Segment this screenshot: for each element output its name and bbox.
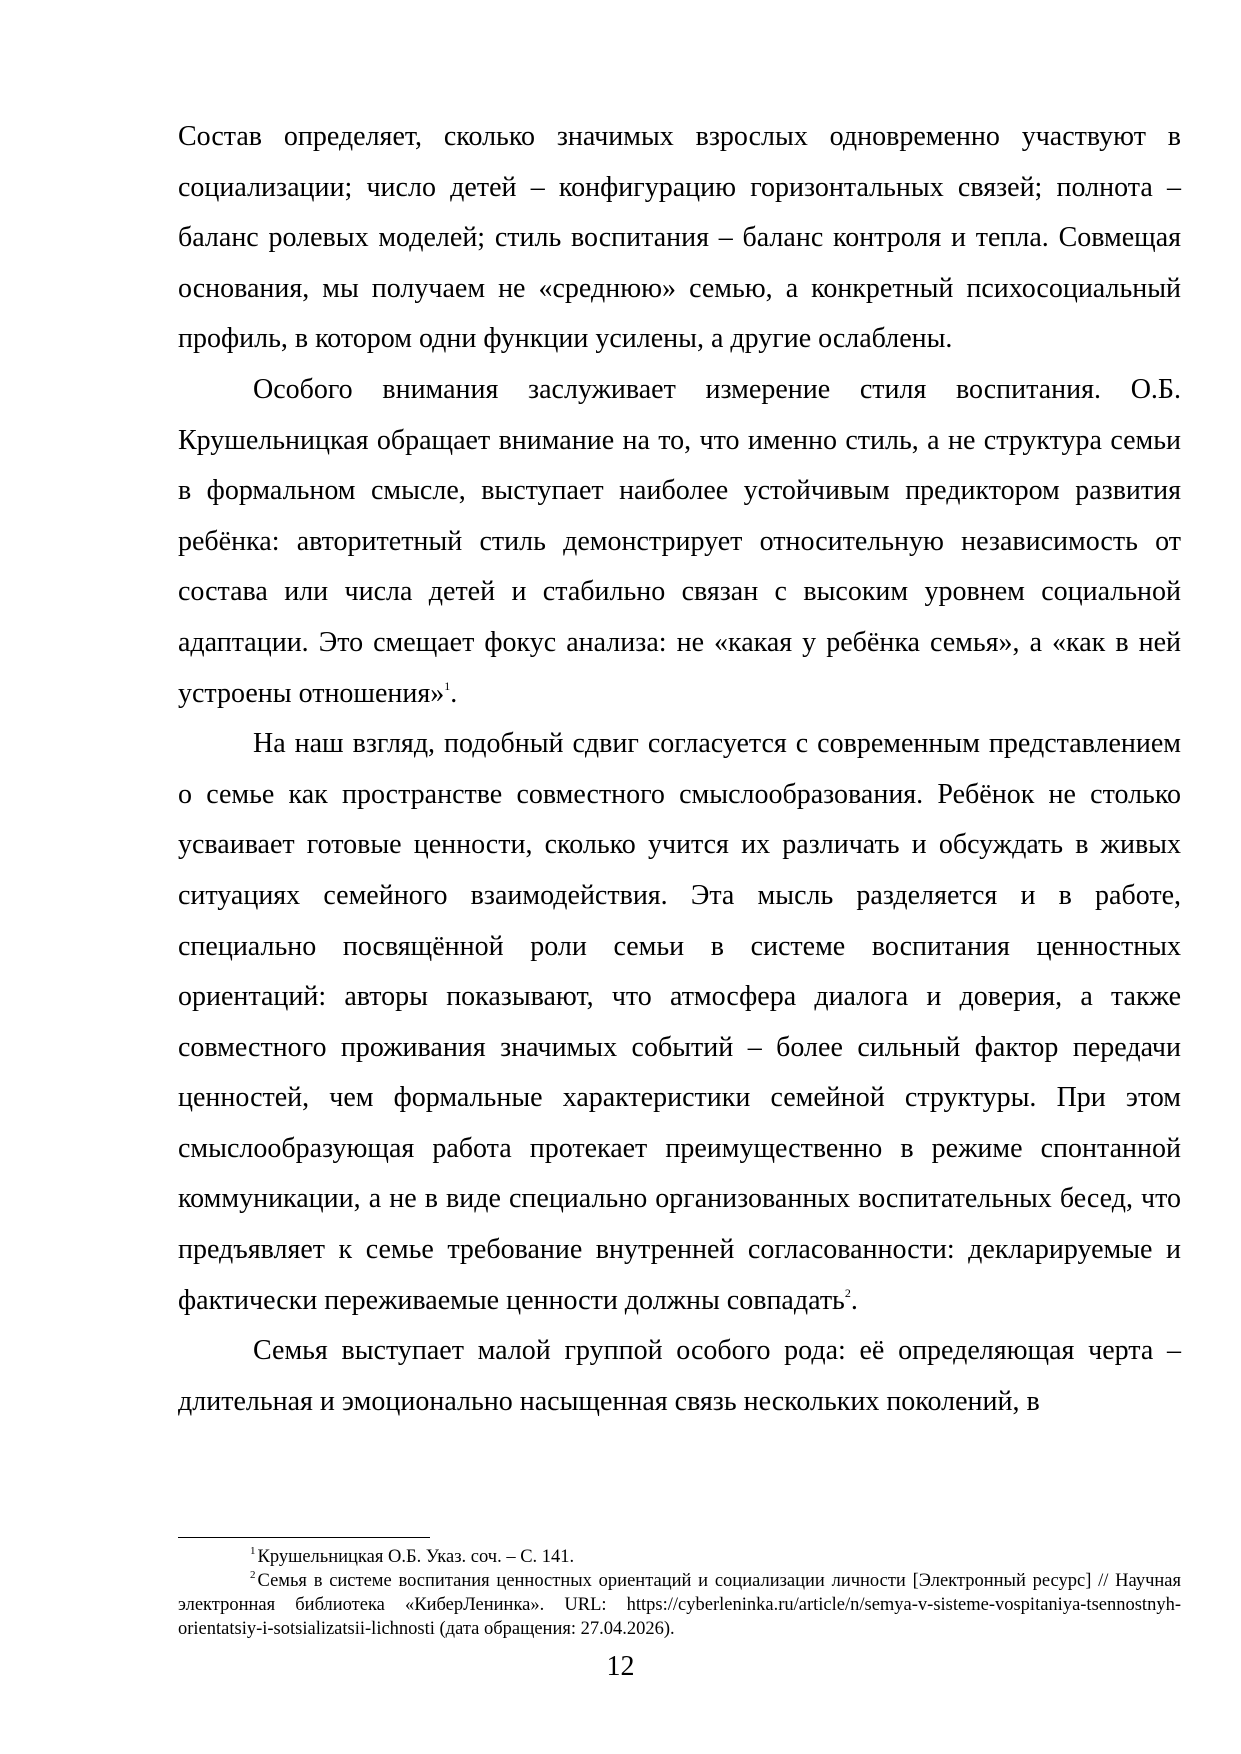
paragraph — [178, 1326, 1181, 1427]
footnote-text: Крушельницкая О.Б. Указ. соч. – С. 141. — [257, 1547, 575, 1567]
footnotes — [178, 1545, 1181, 1641]
paragraph-text: На наш взгляд, подобный сдвиг согласуется с современным представлением о семье как пространстве совместного смыслообразования. Ребёнок не столько усваивает готовые ценности, сколько учится их различать и обсуждать в живых ситуациях семейного взаимодействия. Эта мысль разделяется и в работе, специально посвящённой роли семьи в системе воспитания ценностных ориентаций: авторы показывают, что атмосфера диалога и доверия, а также совместного проживания значимых событий – более сильный фактор передачи ценностей, чем формальные характеристики семейной структуры. При этом смыслообразующая работа протекает преимущественно в режиме спонтанной коммуникации, а не в виде специально организованных воспитательных бесед, что предъявляет к семье требование внутренней согласованности: декларируемые и фактически переживаемые ценности должны совпадать — [178, 728, 1181, 1316]
footnote — [178, 1545, 1181, 1569]
footnote-reference[interactable]: 2 — [844, 1285, 851, 1300]
footnote-number: 1 — [250, 1545, 256, 1557]
page-body — [178, 112, 1181, 1427]
page-number: 12 — [606, 1651, 635, 1682]
paragraph-text: Особого внимания заслуживает измерение стиля воспитания. О.Б. Крушельницкая обращает внимание на то, что именно стиль, а не структура семьи в формальном смысле, выступает наиболее устойчивым предиктором развития ребёнка: авторитетный стиль демонстрирует относительную независимость от состава или числа детей и стабильно связан с высоким уровнем социальной адаптации. Это смещает фокус анализа: не «какая у ребёнка семья», а «как в ней устроены отношения» — [178, 373, 1181, 709]
paragraph-tail: . — [450, 677, 458, 709]
paragraph-tail: . — [850, 1284, 858, 1316]
footnote-reference[interactable]: 1 — [444, 678, 451, 693]
footnote — [178, 1569, 1181, 1641]
paragraph-text: Состав определяет, сколько значимых взрослых одновременно участвуют в социализации; число детей – конфигурацию горизонтальных связей; полнота – баланс ролевых моделей; стиль воспитания – баланс контроля и тепла. Совмещая основания, мы получаем не «среднюю» семью, а конкретный психосоциальный профиль, в котором одни функции усилены, а другие ослаблены. — [178, 121, 1181, 355]
footnote-separator — [178, 1537, 430, 1538]
footnote-text: Семья в системе воспитания ценностных ориентаций и социализации личности [Электронный ресурс] // Научная электронная библиотека «КиберЛенинка». URL: https://cyberleninka.ru/article/n/semya-v-sisteme-vospitaniya-tsennostnyh-orientatsiy-i-sotsializatsii-lichnosti (дата обращения: 27.04.2026). — [178, 1571, 1181, 1639]
paragraph — [178, 719, 1181, 1326]
paragraph — [178, 112, 1181, 365]
footnote-number: 2 — [250, 1569, 256, 1581]
paragraph — [178, 365, 1181, 719]
paragraph-text: Семья выступает малой группой особого рода: её определяющая черта – длительная и эмоционально насыщенная связь нескольких поколений, в — [178, 1335, 1181, 1417]
